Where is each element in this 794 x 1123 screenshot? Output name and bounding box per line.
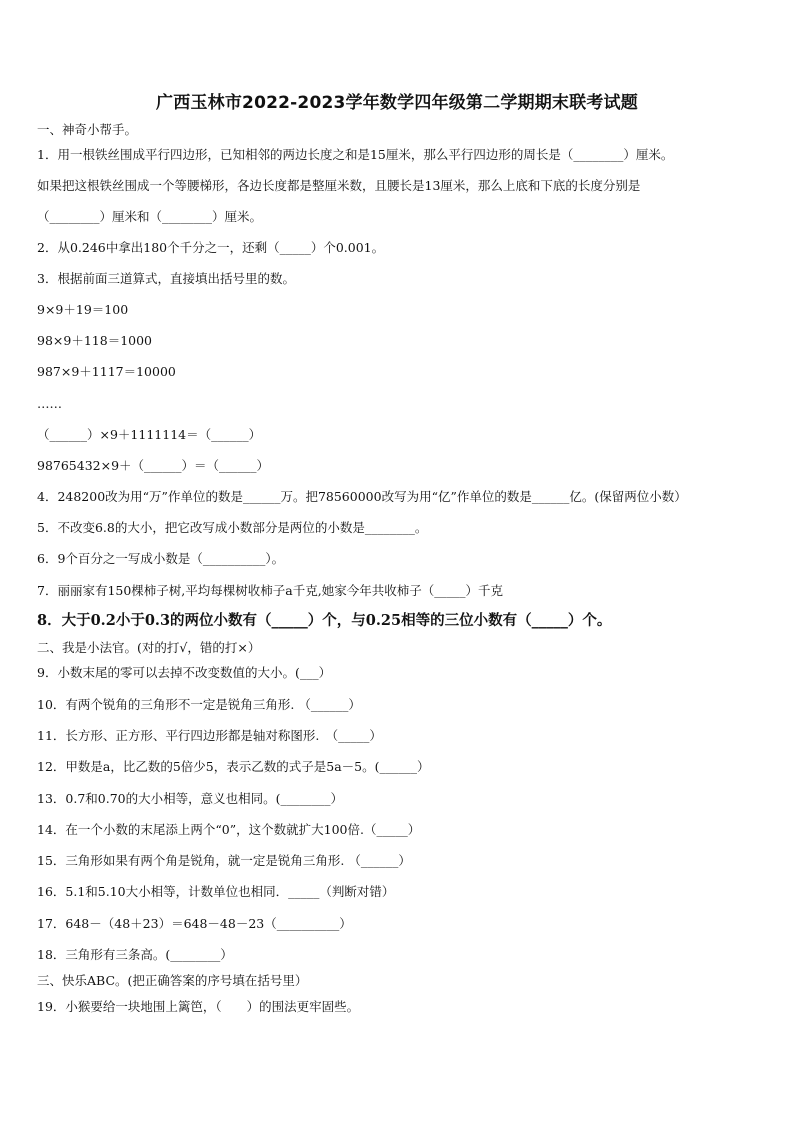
question-text: 12．甲数是a，比乙数的5倍少5，表示乙数的式子是5a－5。(______）	[37, 759, 430, 774]
page-title: 广西玉林市2022-2023学年数学四年级第二学期期末联考试题	[156, 93, 638, 113]
question-text: 1．用一根铁丝围成平行四边形，已知相邻的两边长度之和是15厘米，那么平行四边形的周长是（________）厘米。	[37, 147, 674, 162]
question-text: 14．在一个小数的末尾添上两个“0”，这个数就扩大100倍.（_____）	[37, 822, 421, 837]
question-text: 19．小猴要给一块地围上篱笆，（ ）的围法更牢固些。	[37, 999, 360, 1014]
section-heading: 二、我是小法官。(对的打√，错的打×）	[37, 640, 261, 655]
question-text: 6．9个百分之一写成小数是（__________）。	[37, 551, 285, 566]
equation-line: 9×9＋19＝100	[37, 302, 129, 317]
question-text: 9．小数末尾的零可以去掉不改变数值的大小。(___）	[37, 665, 332, 680]
equation-line: 98×9＋118＝1000	[37, 333, 153, 348]
equation-line: 987×9＋1117＝10000	[37, 364, 176, 379]
question-text: 11．长方形、正方形、平行四边形都是轴对称图形. （_____）	[37, 728, 382, 743]
question-text: 15．三角形如果有两个角是锐角，就一定是锐角三角形. （______）	[37, 853, 411, 868]
question-text: 2．从0.246中拿出180个千分之一，还剩（_____）个0.001。	[37, 240, 385, 255]
equation-line: 98765432×9＋（______）＝（______）	[37, 458, 270, 473]
question-text: 3．根据前面三道算式，直接填出括号里的数。	[37, 271, 295, 286]
section-heading: 一、神奇小帮手。	[37, 122, 138, 137]
ellipsis-line: ……	[37, 396, 62, 411]
question-text: 8．大于0.2小于0.3的两位小数有（_____）个，与0.25相等的三位小数有（_____）个。	[37, 612, 612, 629]
question-text: 10．有两个锐角的三角形不一定是锐角三角形. （______）	[37, 697, 361, 712]
equation-line: （______）×9＋1111114＝（______）	[37, 427, 262, 442]
question-text: 17．648－（48＋23）＝648－48－23（__________）	[37, 916, 352, 931]
question-text: 18．三角形有三条高。(________）	[37, 947, 233, 962]
question-text: 16．5.1和5.10大小相等，计数单位也相同．_____（判断对错）	[37, 884, 395, 899]
question-text: 如果把这根铁丝围成一个等腰梯形，各边长度都是整厘米数，且腰长是13厘米，那么上底和下底的长度分别是	[37, 178, 641, 193]
section-heading: 三、快乐ABC。(把正确答案的序号填在括号里）	[37, 973, 308, 988]
question-text: （________）厘米和（________）厘米。	[37, 209, 263, 224]
question-text: 13．0.7和0.70的大小相等，意义也相同。(________）	[37, 791, 343, 806]
question-text: 4．248200改为用“万”作单位的数是______万。把78560000改写为用“亿”作单位的数是______亿。(保留两位小数）	[37, 489, 687, 504]
question-text: 5．不改变6.8的大小，把它改写成小数部分是两位的小数是________。	[37, 520, 428, 535]
question-text: 7．丽丽家有150棵柿子树,平均每棵树收柿子a千克,她家今年共收柿子（_____）千克	[37, 583, 503, 598]
